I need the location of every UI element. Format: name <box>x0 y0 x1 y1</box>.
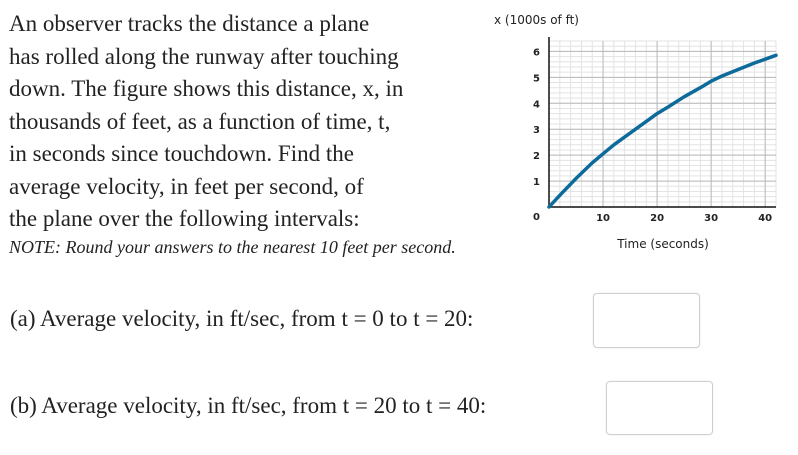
x-axis-label: Time (seconds) <box>617 237 709 251</box>
y-tick-label: 2 <box>533 151 540 163</box>
problem-line: thousands of feet, as a function of time, t, <box>9 108 391 134</box>
answer-a-input[interactable] <box>594 294 699 347</box>
y-tick-label: 1 <box>533 177 540 189</box>
answer-a-box[interactable] <box>593 293 700 348</box>
series-line-distance <box>549 55 776 207</box>
question-a-label: (a) Average velocity, in ft/sec, from t = 0 to t = 20: <box>10 306 474 331</box>
problem-line: has rolled along the runway after touching <box>9 43 399 69</box>
y-tick-label: 6 <box>533 47 540 59</box>
y-tick-label: 0 <box>533 212 540 223</box>
x-tick-label: 30 <box>704 213 719 224</box>
x-tick-label: 40 <box>758 213 773 224</box>
problem-line: the plane over the following intervals: <box>9 206 360 231</box>
x-tick-label: 20 <box>650 213 665 224</box>
answer-b-input[interactable] <box>607 382 712 434</box>
rounding-note: NOTE: Round your answers to the nearest 10 feet per second. <box>9 237 456 257</box>
y-tick-label: 5 <box>533 73 540 85</box>
x-tick-label: 10 <box>596 213 611 224</box>
y-tick-label: 3 <box>533 125 540 137</box>
y-tick-label: 4 <box>533 99 540 111</box>
y-axis-label: x (1000s of ft) <box>494 13 579 27</box>
question-b-label: (b) Average velocity, in ft/sec, from t = 20 to t = 40: <box>10 393 487 418</box>
problem-line: An observer tracks the distance a plane <box>9 11 370 36</box>
problem-line: in seconds since touchdown. Find the <box>9 141 354 166</box>
problem-line: down. The figure shows this distance, x, in <box>9 76 404 101</box>
problem-line: average velocity, in feet per second, of <box>9 173 364 199</box>
answer-b-box[interactable] <box>606 381 713 435</box>
